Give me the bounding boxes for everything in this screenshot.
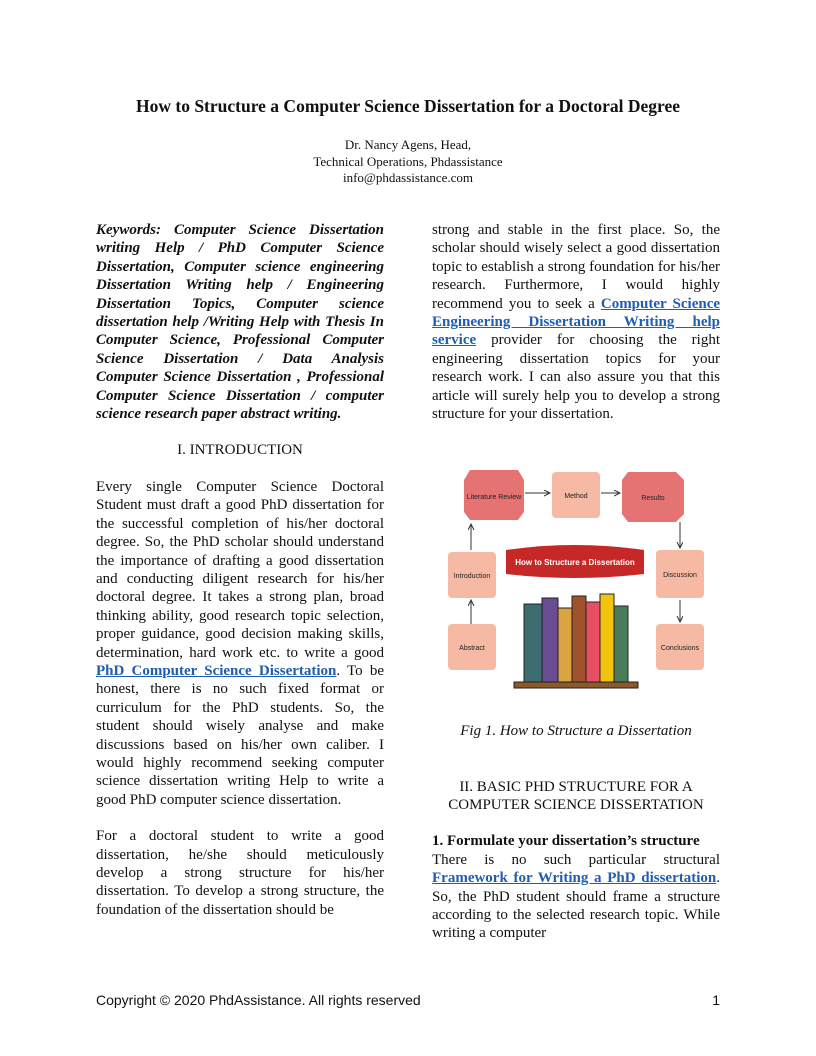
intro-text-b: . To be honest, there is no such fixed format or curriculum for the PhD students. So, the student should wisely analyse and make discussions based on his/her own caliber. I would highly recommend seeking computer science dissertation writing Help to write a good PhD computer science dissertation.	[96, 662, 384, 808]
center-banner-label: How to Structure a Dissertation	[515, 558, 635, 567]
section-2-heading: II. BASIC PHD STRUCTURE FOR A COMPUTER SCIENCE DISSERTATION	[448, 779, 704, 814]
document-title: How to Structure a Computer Science Dissertation for a Doctoral Degree	[136, 96, 680, 116]
p2-text-b: . So, the PhD student should frame a structure according to the selected research topic. While writing a computer	[432, 870, 720, 942]
right-column-bottom	[432, 722, 720, 943]
abstract-label: Abstract	[459, 645, 485, 652]
p2-text-a: There is no such particular structural	[432, 851, 720, 868]
cs-engineering-writing-help-link[interactable]: Computer Science Engineering Dissertation Writing help service	[432, 295, 721, 349]
right-text-b: provider for choosing the right engineering dissertation topics for your research work. I can also assure you that this article will surely help you to develop a strong structure for your dissertation.	[432, 332, 721, 423]
author-block	[0, 137, 816, 187]
intro-paragraph-2: For a doctoral student to write a good dissertation, he/she should meticulously develop a strong structure for his/her dissertation. To develop a strong structure, the foundation of the dissertation should be	[96, 828, 384, 918]
right-paragraph-2	[432, 851, 720, 943]
subsection-1-heading: 1. Formulate your dissertation’s structure	[432, 833, 700, 850]
results-label: Results	[641, 495, 665, 502]
author-affiliation: Technical Operations, Phdassistance	[313, 153, 503, 169]
figure-caption: Fig 1. How to Structure a Dissertation	[460, 723, 692, 739]
phd-framework-link[interactable]: Framework for Writing a PhD dissertation	[432, 870, 717, 887]
structure-diagram-svg	[444, 466, 712, 702]
discussion-label: Discussion	[663, 572, 697, 579]
page-number: 1	[712, 992, 720, 1008]
right-paragraph-1	[432, 221, 720, 423]
structure-diagram	[444, 466, 712, 702]
intro-paragraph-1	[96, 478, 384, 809]
keywords-paragraph: Keywords: Computer Science Dissertation writing Help / PhD Computer Science Dissertation, Computer science engineering Dissertation Writing help / Engineering Dissertation Topics, Computer science dissertation help /Writing Help with Thesis In Computer Science, Professional Computer Science Dissertation / Data Analysis Computer Science Dissertation , Professional Computer Science Dissertation / computer science research paper abstract writing.	[96, 222, 384, 423]
right-text-a: strong and stable in the first place. So, the scholar should wisely select a good dissertation topic to establish a strong foundation for his/her research. Furthermore, I would highly recommend you to seek a	[432, 222, 720, 312]
introduction-label: Introduction	[453, 573, 491, 580]
left-column	[96, 221, 384, 919]
phd-cs-dissertation-link[interactable]: PhD Computer Science Dissertation	[96, 662, 337, 679]
intro-text-a: Every single Computer Science Doctoral Student must draft a good PhD dissertation for the successful completion of his/her doctoral degree. So, the PhD scholar should understand the importance of drafting a good dissertation and conducting diligent research for his/her doctoral degree. It takes a strong plan, broad thinking ability, good research topic selection, proper guidance, good decision making skills, determination, hard work etc. to write a good	[96, 478, 384, 661]
page-footer	[96, 992, 720, 1008]
introduction-heading: I. INTRODUCTION	[177, 442, 303, 459]
books-illustration	[514, 594, 638, 688]
author-email: info@phdassistance.com	[342, 170, 474, 185]
method-label: Method	[564, 493, 588, 500]
right-column-top	[432, 221, 720, 423]
conclusions-label: Conclusions	[660, 645, 700, 652]
author-name: Dr. Nancy Agens, Head,	[344, 137, 472, 152]
literature-review-label: Literature Review	[466, 494, 522, 501]
copyright-text: Copyright © 2020 PhdAssistance. All rights reserved	[96, 992, 421, 1008]
